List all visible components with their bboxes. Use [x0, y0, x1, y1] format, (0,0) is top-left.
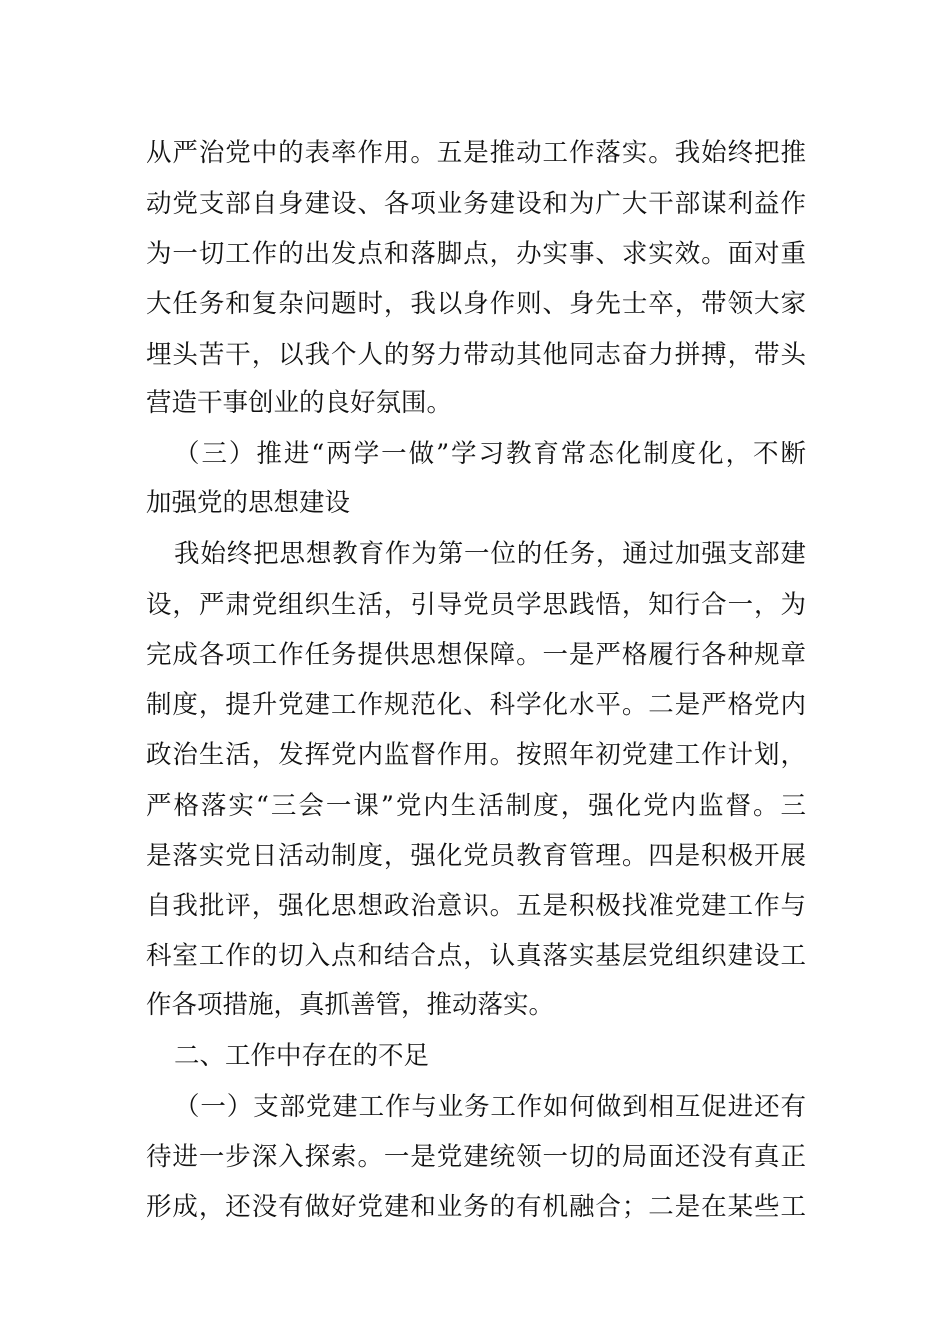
body-text-line: 从严治党中的表率作用。五是推动工作落实。我始终把推 [146, 138, 806, 168]
body-text-line: 完成各项工作任务提供思想保障。一是严格履行各种规章 [146, 640, 806, 670]
body-text-line: 动党支部自身建设、各项业务建设和为广大干部谋利益作 [146, 189, 806, 219]
section-heading-line: 二、工作中存在的不足 [174, 1041, 430, 1071]
body-text-line: 设，严肃党组织生活，引导党员学思践悟，知行合一，为 [146, 590, 806, 620]
body-text-line: 科室工作的切入点和结合点，认真落实基层党组织建设工 [146, 941, 806, 971]
body-text-line: 政治生活，发挥党内监督作用。按照年初党建工作计划， [146, 740, 806, 770]
body-text-line: 作各项措施，真抓善管，推动落实。 [146, 990, 555, 1020]
body-text-line: 是落实党日活动制度，强化党员教育管理。四是积极开展 [146, 841, 806, 871]
body-text-line: 埋头苦干，以我个人的努力带动其他同志奋力拼搏，带头 [146, 340, 806, 370]
body-text-line: 形成，还没有做好党建和业务的有机融合；二是在某些工 [146, 1192, 806, 1222]
body-text-line: 自我批评，强化思想政治意识。五是积极找准党建工作与 [146, 891, 806, 921]
body-text-line: 制度，提升党建工作规范化、科学化水平。二是严格党内 [146, 690, 806, 720]
body-text-line: （一）支部党建工作与业务工作如何做到相互促进还有 [174, 1092, 806, 1122]
body-text-line: 为一切工作的出发点和落脚点，办实事、求实效。面对重 [146, 239, 806, 269]
body-text-line: 待进一步深入探索。一是党建统领一切的局面还没有真正 [146, 1142, 806, 1172]
section-heading-line: （三）推进“两学一做”学习教育常态化制度化，不断 [174, 439, 806, 469]
body-text-line: 大任务和复杂问题时，我以身作则、身先士卒，带领大家 [146, 289, 806, 319]
body-text-line: 我始终把思想教育作为第一位的任务，通过加强支部建 [174, 539, 806, 569]
section-heading-line: 加强党的思想建设 [146, 488, 351, 518]
body-text-line: 营造干事创业的良好氛围。 [146, 388, 453, 418]
body-text-line: 严格落实“三会一课”党内生活制度，强化党内监督。三 [146, 791, 806, 821]
